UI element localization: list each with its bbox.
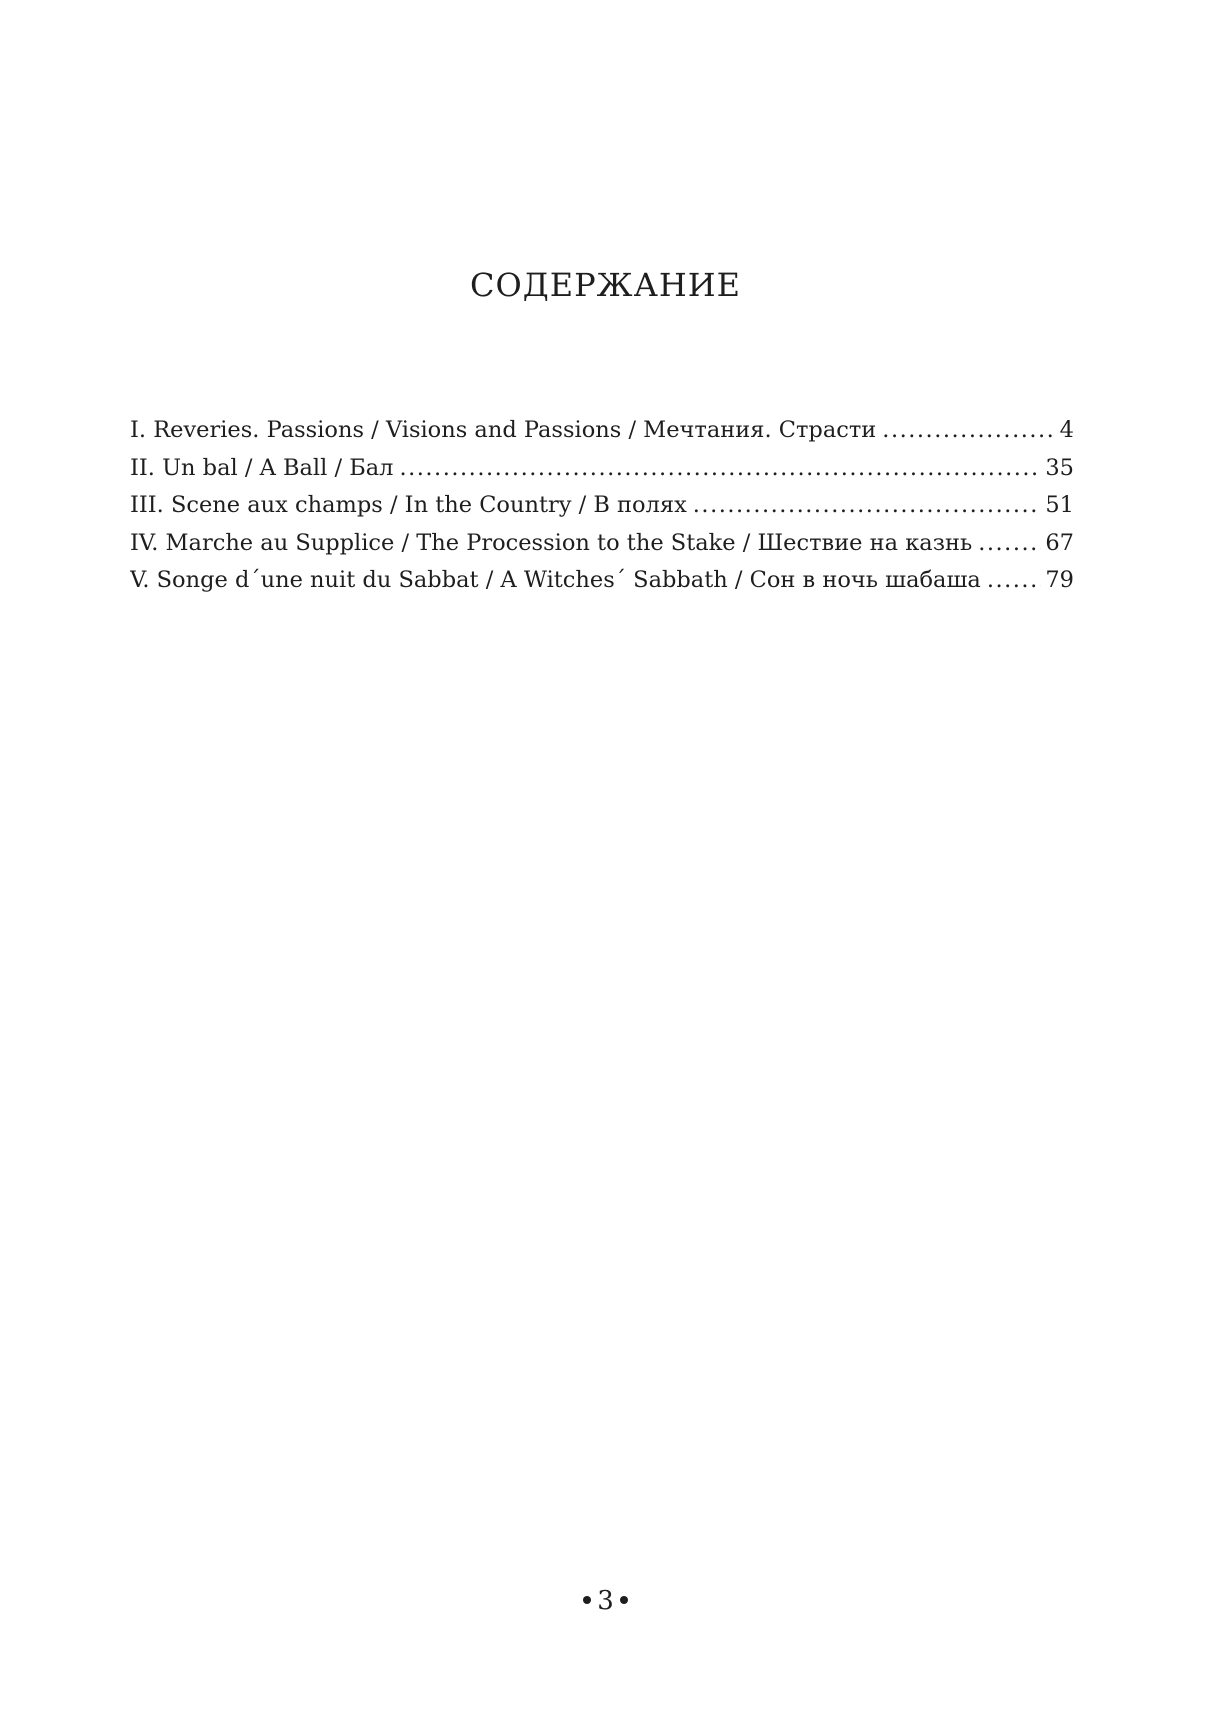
toc-entry-page: 79 — [1045, 567, 1074, 593]
toc-entry-title: I. Reveries. Passions / Visions and Passions / Мечтания. Страсти — [130, 417, 877, 443]
dot-leader — [987, 562, 1042, 600]
dot-leader — [882, 412, 1055, 450]
toc-entry[interactable] — [130, 450, 1074, 488]
dot-leader — [693, 487, 1042, 525]
bullet-icon — [583, 1596, 591, 1604]
toc-entry-page: 51 — [1045, 492, 1074, 518]
toc-entry[interactable] — [130, 412, 1074, 450]
table-of-contents — [130, 412, 1074, 600]
toc-entry-title: II. Un bal / A Ball / Бал — [130, 454, 394, 481]
toc-entry-page: 67 — [1045, 529, 1074, 556]
page-number: 3 — [597, 1586, 614, 1616]
toc-entry[interactable] — [130, 525, 1074, 563]
bullet-icon — [620, 1596, 628, 1604]
dot-leader — [978, 525, 1041, 563]
dot-leader — [399, 450, 1041, 488]
toc-entry[interactable] — [130, 562, 1074, 600]
page-title: СОДЕРЖАНИЕ — [470, 266, 741, 304]
toc-entry-page: 4 — [1059, 417, 1074, 443]
toc-entry-title: V. Songe d´une nuit du Sabbat / A Witches´ Sabbath / Сон в ночь шабаша — [130, 567, 981, 593]
toc-entry-title: IV. Marche au Supplice / The Procession to the Stake / Шествие на казнь — [130, 529, 973, 556]
toc-entry-page: 35 — [1045, 454, 1074, 481]
toc-entry-title: III. Scene aux champs / In the Country / В полях — [130, 492, 687, 518]
page-footer — [0, 1584, 1211, 1618]
toc-entry[interactable] — [130, 487, 1074, 525]
